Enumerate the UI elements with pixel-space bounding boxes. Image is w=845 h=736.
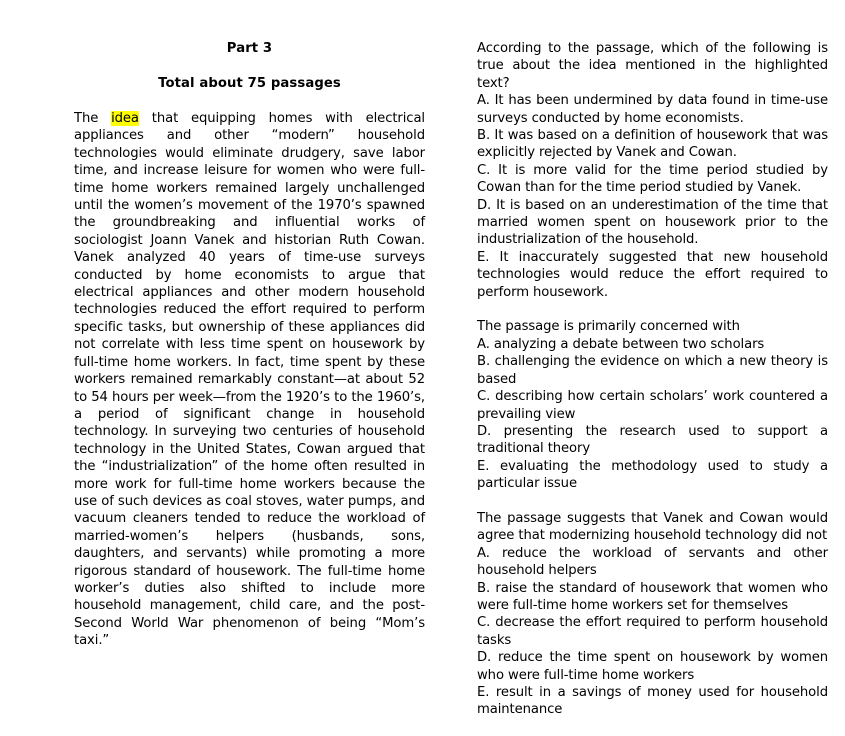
reading-passage [74, 110, 425, 650]
question-3 [477, 510, 828, 719]
answer-option-b[interactable]: B. raise the standard of housework that women who were full-time home workers set for themselves [477, 580, 828, 613]
part-title: Part 3 [226, 41, 273, 56]
answer-option-c[interactable]: C. describing how certain scholars’ work countered a prevailing view [477, 389, 828, 422]
answer-option-e[interactable]: E. evaluating the methodology used to study a particular issue [477, 458, 828, 492]
answer-option-e[interactable]: E. It inaccurately suggested that new household technologies would reduce the effort required to perform housework. [477, 249, 828, 300]
answer-option-c[interactable]: C. It is more valid for the time period studied by Cowan than for the time period studied by Vanek. [477, 162, 828, 196]
highlighted-word: idea [111, 111, 139, 126]
question-stem: The passage suggests that Vanek and Cowan would agree that modernizing household technology did not [477, 510, 828, 544]
answer-option-d[interactable]: D. It is based on an underestimation of the time that married women spent on housework prior to the industrialization of the household. [477, 197, 828, 248]
subtitle: Total about 75 passages [158, 76, 341, 91]
answer-option-a[interactable]: A. analyzing a debate between two scholars [477, 336, 765, 352]
answer-option-a[interactable]: A. It has been undermined by data found in time-use surveys conducted by home economists. [477, 93, 828, 126]
passage-text-start: The [74, 111, 112, 126]
answer-option-d[interactable]: D. presenting the research used to support a traditional theory [477, 423, 828, 457]
question-stem: The passage is primarily concerned with [477, 319, 740, 335]
questions-column [477, 40, 828, 736]
answer-option-a[interactable]: A. reduce the workload of servants and other household helpers [477, 545, 828, 579]
answer-option-d[interactable]: D. reduce the time spent on housework by women who were full-time home workers [477, 650, 828, 683]
passage-text-rest: that equipping homes with electrical appliances and other “modern” household technologies would eliminate drudgery, save labor time, and increase leisure for women who were full-time home workers remained largely unchallenged until the women’s movement of the 1970’s spawned the groundbreaking and influential works of sociologist Joann Vanek and historian Ruth Cowan. Vanek analyzed 40 years of time-use surveys conducted by home economists to argue that electrical appliances and other modern household technologies reduced the effort required to perform specific tasks, but ownership of these appliances did not correlate with less time spent on housework by full-time home workers. In fact, time spent by these workers remained remarkably constant—at about 52 to 54 hours per week—from the 1920’s to the 1960’s, a period of significant change in household technology. In surveying two centuries of household technology in the United States, Cowan argued that the “industrialization” of the home often resulted in more work for full-time home workers because the use of such devices as coal stoves, water pumps, and vacuum cleaners tended to reduce the workload of married-women’s helpers (husbands, sons, daughters, and servants) while promoting a more rigorous standard of housework. The full-time home worker’s duties also shifted to include more household management, child care, and the post-Second World War phenomenon of being “Mom’s taxi.” [74, 111, 425, 649]
answer-option-b[interactable]: B. challenging the evidence on which a new theory is based [477, 354, 828, 387]
question-2 [477, 318, 828, 492]
question-stem: According to the passage, which of the following is true about the idea mentioned in the highlighted text? [477, 41, 828, 91]
answer-option-e[interactable]: E. result in a savings of money used for household maintenance [477, 685, 828, 718]
answer-option-b[interactable]: B. It was based on a definition of housework that was explicitly rejected by Vanek and Cowan. [477, 128, 828, 161]
passage-column [74, 40, 425, 650]
question-1 [477, 40, 828, 301]
answer-option-c[interactable]: C. decrease the effort required to perform household tasks [477, 615, 828, 648]
